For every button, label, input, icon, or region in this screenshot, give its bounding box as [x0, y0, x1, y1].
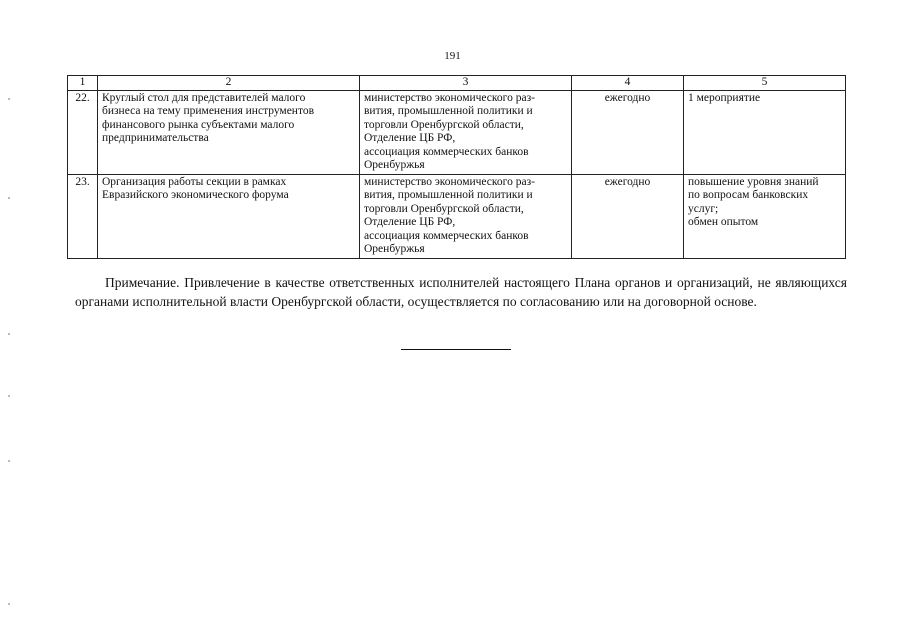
column-header-5: 5 [684, 76, 846, 91]
period-cell: ежегодно [572, 174, 684, 258]
event-cell [98, 174, 360, 258]
responsible-line: торговли Оренбургской области, [364, 202, 524, 215]
event-cell [98, 90, 360, 174]
responsible-line: ассоциация коммерческих банков [364, 145, 529, 158]
responsible-line: вития, промышленной политики и [364, 105, 533, 117]
result-line: 1 мероприятие [688, 91, 761, 104]
responsible-cell [360, 90, 572, 174]
event-line: Круглый стол для представителей малого [102, 91, 306, 104]
scan-edge-mark [8, 98, 10, 100]
result-line: обмен опытом [688, 216, 759, 228]
event-line: Евразийского экономического форума [102, 189, 289, 201]
column-header-1: 1 [68, 76, 98, 91]
responsible-line: Отделение ЦБ РФ, [364, 132, 456, 144]
column-header-3: 3 [360, 76, 572, 91]
result-line: услуг; [688, 202, 719, 215]
period-cell: ежегодно [572, 90, 684, 174]
responsible-line: Отделение ЦБ РФ, [364, 216, 456, 228]
responsible-cell [360, 174, 572, 258]
responsible-line: Оренбуржья [364, 243, 425, 255]
responsible-line: Оренбуржья [364, 159, 425, 171]
table-row [68, 90, 846, 174]
scan-edge-mark [8, 395, 10, 397]
responsible-line: ассоциация коммерческих банков [364, 229, 529, 242]
result-line: по вопросам банковских [688, 189, 809, 201]
scan-edge-mark [8, 197, 10, 199]
column-header-2: 2 [98, 76, 360, 91]
event-line: бизнеса на тему применения инструментов [102, 105, 315, 117]
plan-table [67, 75, 846, 259]
result-line: повышение уровня знаний [688, 175, 819, 188]
responsible-line: министерство экономического раз- [364, 91, 535, 104]
responsible-line: торговли Оренбургской области, [364, 118, 524, 131]
footnote: Примечание. Привлечение в качестве ответственных исполнителей настоящего Плана органов и организаций, не являющихся органами исполнительной власти Оренбургской области, осуществляется по согласованию или на договорной основе. [75, 275, 847, 309]
event-line: финансового рынка субъектами малого [102, 118, 295, 131]
table-header-row [68, 76, 846, 91]
scan-edge-mark [8, 603, 10, 605]
page-number: 191 [444, 50, 461, 62]
scan-edge-mark [8, 460, 10, 462]
row-number: 23. [68, 174, 98, 258]
result-cell [684, 90, 846, 174]
responsible-line: министерство экономического раз- [364, 175, 535, 188]
result-cell [684, 174, 846, 258]
table-row [68, 174, 846, 258]
responsible-line: вития, промышленной политики и [364, 189, 533, 201]
scan-edge-mark [8, 333, 10, 335]
column-header-4: 4 [572, 76, 684, 91]
closing-rule [401, 349, 511, 350]
event-line: предпринимательства [102, 132, 209, 144]
row-number: 22. [68, 90, 98, 174]
event-line: Организация работы секции в рамках [102, 175, 287, 188]
